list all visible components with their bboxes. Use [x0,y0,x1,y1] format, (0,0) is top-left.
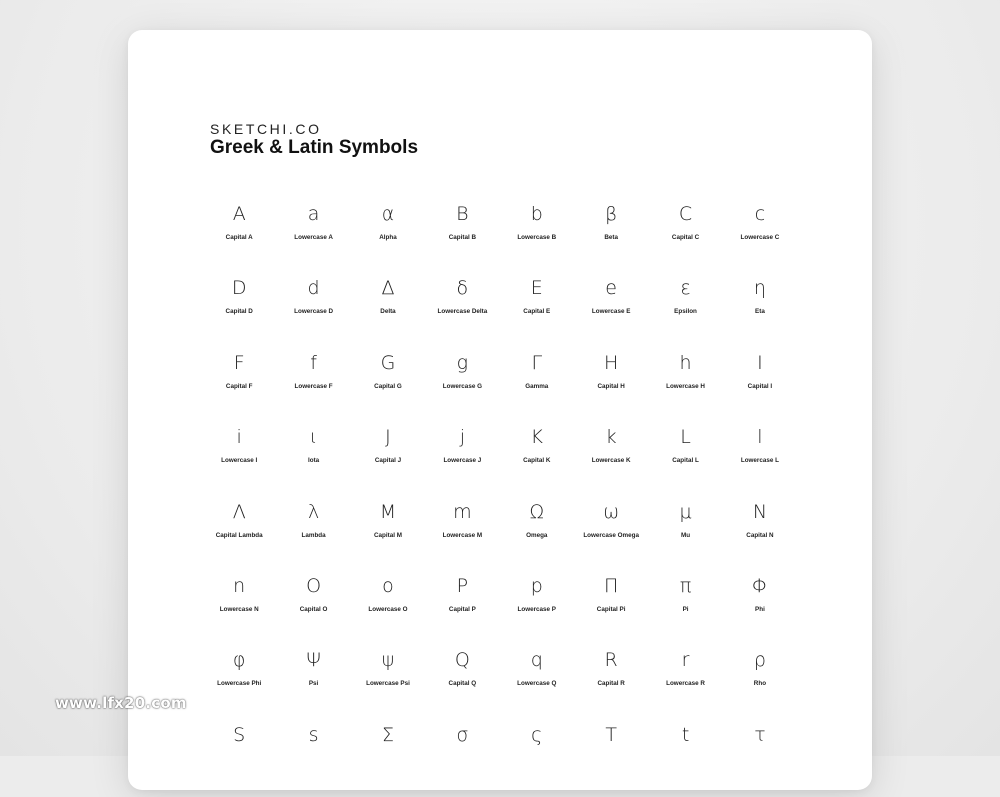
symbol-label: Lowercase D [294,308,334,316]
symbol-cell [351,276,425,350]
symbol-glyph: p [530,574,543,597]
symbol-glyph: ω [603,500,620,523]
symbol-glyph: h [679,351,692,374]
symbol-cell [723,276,797,350]
symbol-glyph: Π [604,574,619,597]
symbol-label: Capital F [225,382,253,390]
symbol-glyph: Γ [531,351,543,374]
symbol-cell [723,202,797,276]
symbol-label: Omega [526,531,548,539]
symbol-label: Lowercase Psi [366,680,410,688]
symbol-cell [351,425,425,499]
symbol-label: Capital N [746,531,774,539]
symbol-glyph: m [453,500,472,523]
symbol-glyph: τ [754,723,766,746]
symbol-glyph: o [382,574,394,597]
symbol-label: Lowercase R [666,680,705,688]
symbol-cell [648,425,722,499]
symbol-label: Lowercase L [740,457,779,465]
symbol-cell [276,276,350,350]
symbol-cell [723,574,797,648]
symbol-label: Lowercase N [219,605,259,613]
symbol-cell [276,351,350,425]
symbol-glyph: ε [680,277,691,300]
symbol-glyph: Σ [381,723,394,746]
brand-name: SKETCHI.CO [210,121,322,137]
symbol-cell [276,425,350,499]
symbol-glyph: T [605,723,617,746]
symbol-label: Pi [682,605,689,613]
symbol-label: Eta [755,308,765,316]
symbol-cell [500,276,574,350]
symbol-cell [574,425,648,499]
symbol-glyph: g [456,351,469,374]
symbol-label: Capital I [747,382,773,390]
symbol-glyph: σ [456,723,469,746]
symbol-cell [723,425,797,499]
symbol-glyph: E [530,277,543,300]
symbol-label: Phi [755,605,765,613]
symbol-cell [648,648,722,722]
symbol-glyph: ρ [753,649,766,672]
symbol-label: Capital L [672,457,699,465]
symbol-sheet [128,30,872,790]
symbol-cell [202,351,276,425]
symbol-label: Lowercase F [294,382,333,390]
symbol-cell [574,500,648,574]
symbol-cell [574,648,648,722]
symbol-glyph: Ψ [306,649,322,672]
symbol-label: Capital Lambda [215,531,263,539]
symbol-cell [202,202,276,276]
symbol-label: Lowercase Omega [583,531,639,539]
symbol-label: Capital O [299,605,328,613]
symbol-cell [425,500,499,574]
symbol-glyph: K [530,426,543,449]
symbol-cell [723,723,797,797]
symbol-cell [425,648,499,722]
symbol-label: Lowercase C [740,234,780,241]
symbol-label: Lowercase Delta [437,308,488,316]
symbol-glyph: d [307,277,320,300]
symbol-glyph: Ω [529,500,545,523]
symbol-cell [648,723,722,797]
symbol-cell [202,574,276,648]
symbol-glyph: α [381,203,395,225]
symbol-label: Lowercase B [517,234,557,241]
symbol-cell [351,648,425,722]
symbol-cell [425,276,499,350]
symbol-glyph: φ [232,649,246,672]
symbol-glyph: η [753,277,766,300]
symbol-glyph: a [307,203,320,225]
symbol-glyph: n [233,574,246,597]
symbol-glyph: G [380,351,396,374]
symbol-glyph: J [385,426,391,449]
symbol-glyph: λ [307,500,320,523]
symbol-cell [202,425,276,499]
symbol-cell [276,202,350,276]
symbol-cell [351,723,425,797]
symbol-label: Lowercase P [517,605,557,613]
symbol-label: Capital A [225,234,253,241]
symbol-glyph: Φ [751,574,769,597]
symbol-label: Rho [753,680,767,688]
symbol-glyph: q [530,649,543,672]
symbol-glyph: M [379,500,397,523]
symbol-glyph: j [459,426,465,449]
symbol-cell [276,648,350,722]
symbol-cell [276,500,350,574]
symbol-label: Lowercase E [591,308,631,316]
symbol-glyph: r [681,649,690,672]
symbol-glyph: ς [531,723,543,746]
symbol-label: Capital K [523,457,551,465]
symbol-glyph: b [530,203,543,225]
symbol-label: Capital Q [448,680,477,688]
symbol-cell [425,425,499,499]
symbol-cell [500,574,574,648]
symbol-cell [574,723,648,797]
symbol-cell [723,648,797,722]
symbol-cell [500,723,574,797]
symbol-label: Alpha [379,234,397,241]
symbol-label: Lowercase H [666,382,705,390]
symbol-glyph: C [678,203,693,225]
symbol-glyph: B [456,203,469,225]
symbol-glyph: ψ [381,649,395,672]
symbol-glyph: e [605,277,617,300]
symbol-glyph: s [308,723,319,746]
symbol-label: Psi [308,680,319,688]
watermark-text: www.lfx20.com [55,694,187,712]
symbol-cell [500,500,574,574]
symbol-label: Lowercase M [442,531,483,539]
symbol-cell [574,574,648,648]
symbol-cell [648,276,722,350]
symbol-cell [500,425,574,499]
symbol-label: Capital E [523,308,551,316]
symbol-cell [500,648,574,722]
symbol-cell [425,574,499,648]
symbol-label: Lowercase I [221,457,258,465]
symbol-cell [351,202,425,276]
page-title: Greek & Latin Symbols [210,137,419,158]
symbol-label: Capital Pi [596,605,626,613]
symbol-glyph: D [231,277,247,300]
symbol-glyph: f [310,351,317,374]
symbol-glyph: t [681,723,690,746]
symbol-label: Epsilon [674,308,697,316]
symbol-cell [574,351,648,425]
symbol-label: Lowercase K [591,457,631,465]
symbol-label: Lowercase G [442,382,482,390]
symbol-glyph: ι [309,426,318,449]
symbol-cell [723,351,797,425]
symbol-cell [425,723,499,797]
symbol-glyph: π [679,574,692,597]
symbol-label: Gamma [525,382,549,390]
symbol-label: Lowercase A [294,234,333,241]
symbol-glyph: k [605,426,617,449]
symbol-cell [648,574,722,648]
symbol-cell [648,202,722,276]
symbol-label: Capital B [448,234,477,241]
symbol-glyph: Δ [381,277,395,300]
symbol-cell [351,500,425,574]
symbol-cell [425,202,499,276]
symbol-glyph: N [752,500,768,523]
symbol-label: Lowercase O [368,605,408,613]
symbol-label: Capital J [374,457,402,465]
symbol-cell [648,351,722,425]
symbol-cell [500,351,574,425]
symbol-glyph: β [605,203,618,225]
symbol-glyph: H [604,351,619,374]
symbol-label: Beta [604,234,618,241]
symbol-glyph: δ [456,277,469,300]
symbol-label: Capital P [448,605,476,613]
symbol-label: Lowercase J [443,457,482,465]
symbol-glyph: I [757,351,763,374]
symbol-glyph: μ [679,500,692,523]
symbol-label: Capital G [374,382,402,390]
symbol-label: Iota [307,457,320,465]
symbol-label: Capital R [597,680,625,688]
symbol-cell [574,202,648,276]
symbol-cell [351,351,425,425]
symbol-glyph: Q [454,649,470,672]
symbol-glyph: Λ [232,500,246,523]
symbol-cell [648,500,722,574]
symbol-cell [351,574,425,648]
symbol-glyph: L [680,426,691,449]
symbol-cell [276,723,350,797]
symbol-cell [723,500,797,574]
symbol-cell [500,202,574,276]
symbol-glyph: P [456,574,469,597]
symbol-glyph: S [233,723,246,746]
symbol-glyph: l [757,426,763,449]
symbol-glyph: F [233,351,245,374]
symbol-label: Capital C [671,234,700,241]
symbol-label: Lowercase Phi [217,680,262,688]
symbol-cell [276,574,350,648]
symbol-grid [202,202,798,797]
symbol-glyph: c [754,203,766,225]
symbol-label: Delta [380,308,396,316]
symbol-label: Capital H [597,382,625,390]
symbol-label: Lambda [301,531,326,539]
symbol-label: Mu [680,531,691,539]
symbol-label: Capital M [373,531,402,539]
symbol-glyph: i [236,426,242,449]
symbol-cell [202,723,276,797]
symbol-cell [202,648,276,722]
symbol-cell [202,500,276,574]
symbol-cell [574,276,648,350]
symbol-glyph: A [232,203,246,225]
symbol-cell [202,276,276,350]
symbol-label: Capital D [225,308,253,316]
symbol-glyph: O [306,574,322,597]
symbol-cell [425,351,499,425]
symbol-glyph: R [604,649,618,672]
symbol-label: Lowercase Q [517,680,557,688]
